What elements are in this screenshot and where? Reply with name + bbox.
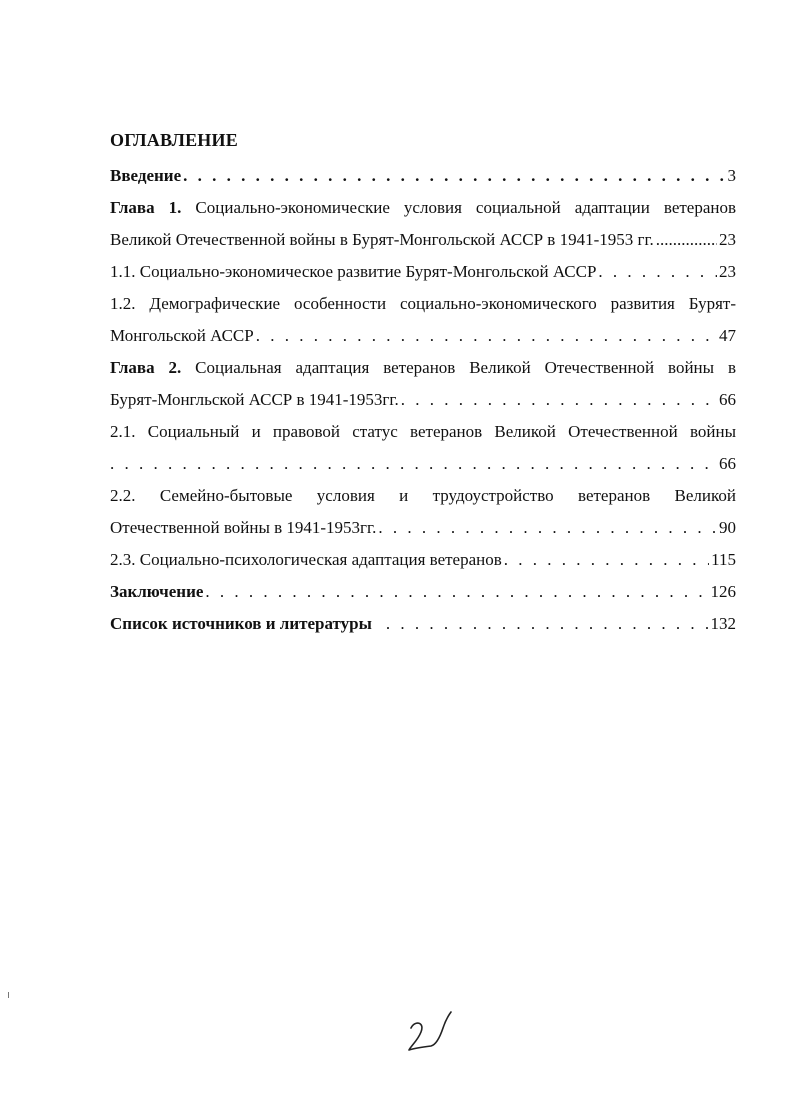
toc-entry-intro[interactable]	[110, 160, 736, 192]
dot-leader	[110, 448, 717, 480]
dot-leader	[183, 160, 725, 192]
toc-page-number: 115	[711, 550, 736, 569]
dot-leader	[378, 512, 717, 544]
toc-page-number: 47	[719, 326, 736, 345]
chapter-prefix: Глава 1.	[110, 198, 182, 217]
toc-page-number: 66	[719, 390, 736, 409]
section-title-line-1: 1.2. Демографические особенности социально-экономического развития Бурят-	[110, 294, 736, 313]
dot-leader	[504, 544, 709, 576]
margin-mark	[8, 992, 9, 998]
toc-entry-section-2-1-line-2[interactable]	[110, 448, 736, 480]
chapter-title-line-1: Социальная адаптация ветеранов Великой Отечественной войны в	[195, 358, 736, 377]
section-title-line-2: Отечественной войны в 1941-1953гг.	[110, 518, 377, 537]
toc-entry-section-2-3[interactable]	[110, 544, 736, 576]
handwritten-page-number	[405, 1010, 455, 1058]
dot-leader	[401, 384, 717, 416]
dot-leader	[386, 608, 709, 640]
toc-page-number: 3	[727, 166, 736, 185]
section-title-line-2: Монгольской АССР	[110, 326, 254, 345]
dot-leader	[598, 256, 717, 288]
toc-page-number: 23	[719, 230, 736, 249]
toc-entry-section-2-1-line-1[interactable]	[110, 416, 736, 448]
dot-leader	[656, 224, 717, 256]
toc-entry-section-2-2-line-1[interactable]	[110, 480, 736, 512]
toc-title: ОГЛАВЛЕНИЕ	[110, 130, 238, 150]
toc-entry-chapter-1-line-1[interactable]	[110, 192, 736, 224]
toc-entry-conclusion[interactable]	[110, 576, 736, 608]
chapter-prefix: Глава 2.	[110, 358, 182, 377]
toc-page-number: 66	[719, 454, 736, 473]
toc-entry-label: 2.3. Социально-психологическая адаптация ветеранов	[110, 550, 502, 569]
toc-entry-chapter-2-line-1[interactable]	[110, 352, 736, 384]
section-title-line-1: 2.2. Семейно-бытовые условия и трудоустройство ветеранов Великой	[110, 486, 736, 505]
toc-page-number: 90	[719, 518, 736, 537]
toc-page-number: 23	[719, 262, 736, 281]
toc-page-number: 132	[710, 614, 736, 633]
chapter-title-line-2: Бурят-Монгльской АССР в 1941-1953гг.	[110, 390, 399, 409]
toc-entry-chapter-2-line-2[interactable]	[110, 384, 736, 416]
toc-entry-chapter-1-line-2[interactable]	[110, 224, 736, 256]
toc-entry-label: Заключение	[110, 582, 204, 601]
toc-entry-section-1-2-line-1[interactable]	[110, 288, 736, 320]
toc-entry-section-1-2-line-2[interactable]	[110, 320, 736, 352]
toc-entry-sources[interactable]	[110, 608, 736, 640]
toc-entry-section-2-2-line-2[interactable]	[110, 512, 736, 544]
dot-leader	[205, 576, 708, 608]
section-title-line-1: 2.1. Социальный и правовой статус ветеранов Великой Отечественной войны	[110, 422, 736, 441]
chapter-title-line-2: Великой Отечественной войны в Бурят-Монгольской АССР в 1941-1953 гг.	[110, 230, 654, 249]
toc-entry-label: Список источников и литературы	[110, 614, 372, 633]
chapter-title-line-1: Социально-экономические условия социальной адаптации ветеранов	[195, 198, 737, 217]
toc-entry-label: 1.1. Социально-экономическое развитие Бурят-Монгольской АССР	[110, 262, 597, 281]
toc-page-number: 126	[710, 582, 736, 601]
toc-entry-section-1-1[interactable]	[110, 256, 736, 288]
dot-leader	[256, 320, 717, 352]
toc-entry-label: Введение	[110, 166, 182, 185]
